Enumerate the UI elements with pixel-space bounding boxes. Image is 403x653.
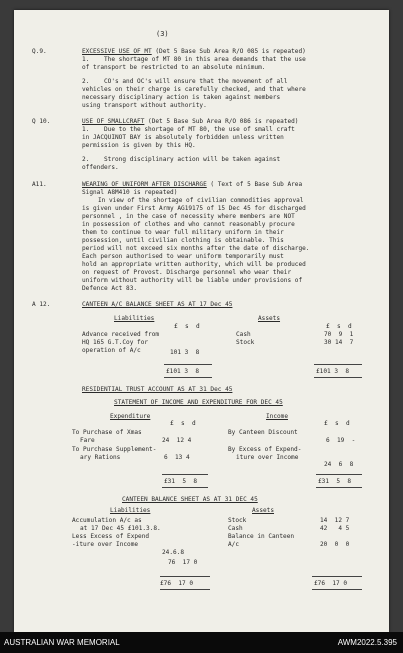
bs2-heading: CANTEEN BALANCE SHEET AS AT 31 DEC 45: [122, 496, 258, 503]
bs1-right-double-rule: [314, 377, 362, 378]
a11-line-3: personnel , in the case of necessity where members are NOT: [82, 213, 295, 220]
q9-para-2-line-2: vehicles on their charge is carefully checked, and that where: [82, 86, 306, 93]
footer-accession-number: AWM2022.5.395: [337, 638, 397, 647]
bs1-left-line-3: operation of A/c: [82, 347, 141, 354]
stmt-right-item-2-line-1: By Excess of Expend-: [228, 446, 302, 453]
bs1-right-total: £101 3 8: [316, 368, 350, 375]
bs1-right-amount-1: 70 9 1: [324, 331, 354, 338]
bs2-right-amount-1: 14 12 7: [320, 517, 350, 524]
section-number-q10: Q 10.: [32, 118, 51, 125]
bs2-right-label-3: Balance in Canteen: [228, 533, 295, 540]
bs2-right-label-1: Stock: [228, 517, 247, 524]
section-number-a12: A 12.: [32, 301, 51, 308]
stmt-left-item-1-line-1: To Purchase of Xmas: [72, 429, 142, 436]
a11-line-12: Defence Act 83.: [82, 285, 138, 292]
q9-para-2-line-1: 2. CO's and OC's will ensure that the movement of all: [82, 78, 288, 85]
bs2-liabilities-heading: Liabilities: [110, 507, 151, 514]
a11-line-1: In view of the shortage of civilian commodities approval: [98, 197, 304, 204]
stmt-lsd-right: £ s d: [324, 420, 350, 427]
q9-para-2-line-4: using transport without authority.: [82, 102, 207, 109]
stmt-left-total: £31 5 8: [164, 478, 198, 485]
q9-para-2-line-3: necessary disciplinary action is taken against members: [82, 94, 281, 101]
a11-line-11: uniform without authority will be liable under provisions of: [82, 277, 303, 284]
a11-line-7: period will not exceed six months after the date of discharge.: [82, 245, 310, 252]
bs1-right-label-2: Stock: [236, 339, 255, 346]
bs2-assets-heading: Assets: [252, 507, 275, 514]
bs2-left-line-3: Less Excess of Expend: [72, 533, 150, 540]
bs1-left-rule: [164, 364, 212, 365]
bs2-left-line-4: -iture over Income: [72, 541, 139, 548]
stmt-left-item-2-amount: 6 13 4: [164, 454, 190, 461]
stmt-right-rule: [316, 474, 362, 475]
stmt-right-total: £31 5 8: [318, 478, 352, 485]
bs2-right-amount-2: 42 4 5: [320, 525, 350, 532]
bs2-left-line-1: Accumulation A/c as: [72, 517, 142, 524]
stmt-left-rule: [162, 474, 208, 475]
document-page: [14, 10, 389, 632]
section-number-q9: Q.9.: [32, 48, 47, 55]
bs2-left-amount: 76 17 0: [168, 559, 198, 566]
stmt-left-item-1-line-2: Fare: [80, 437, 95, 444]
stmt-left-item-2-line-2: ary Rations: [80, 454, 121, 461]
a11-line-2: is given under First Army AG19175 of 15 Dec 45 for discharged: [82, 205, 306, 212]
bs2-right-label-2: Cash: [228, 525, 243, 532]
a11-ref-line-2: Signal A8M410 is repeated): [82, 189, 178, 196]
page-number: (3): [156, 30, 169, 38]
bs1-left-amount: 101 3 8: [170, 349, 200, 356]
bs1-lsd-right: £ s d: [326, 323, 352, 330]
bs2-right-total: £76 17 0: [314, 580, 348, 587]
section-heading-a11: WEARING OF UNIFORM AFTER DISCHARGE ( Text of 5 Base Sub Area: [82, 181, 303, 188]
stmt-right-item-1-amount: 6 19 -: [326, 437, 356, 444]
stmt-income-heading: Income: [266, 413, 289, 420]
bs2-right-amount-3: 20 0 0: [320, 541, 350, 548]
a11-line-10: on request of Provost. Discharge personnel who wear their: [82, 269, 292, 276]
a11-line-4: in possession of clothes and who cannot reasonably procure: [82, 221, 295, 228]
section-heading-q10: USE OF SMALLCRAFT (Det 5 Base Sub Area R/O 086 is repeated): [82, 118, 299, 125]
q10-para-1-line-1: 1. Due to the shortage of MT 80, the use of small craft: [82, 126, 295, 133]
bs1-liabilities-heading: Liabilities: [114, 315, 155, 322]
bs1-left-total: £101 3 8: [166, 368, 200, 375]
bs2-left-rule: [160, 576, 210, 577]
q10-para-2-line-1: 2. Strong disciplinary action will be taken against: [82, 156, 281, 163]
bs1-right-amount-2: 30 14 7: [324, 339, 354, 346]
bs1-left-line-2: HQ 165 G.T.Coy for: [82, 339, 149, 346]
bs1-right-rule: [314, 364, 362, 365]
q10-para-2-line-2: offenders.: [82, 164, 119, 171]
bs2-right-double-rule: [312, 589, 362, 590]
q10-para-1-line-2: in JACQUINOT BAY is absolutely forbidden unless written: [82, 134, 284, 141]
section-heading-q9: EXCESSIVE USE OF MT (Det 5 Base Sub Area R/O 085 is repeated): [82, 48, 306, 55]
a11-line-5: them to continue to wear full military uniform in their: [82, 229, 284, 236]
bs2-left-double-rule: [160, 589, 210, 590]
bs1-lsd-left: £ s d: [174, 323, 200, 330]
stmt-left-double-rule: [162, 487, 208, 488]
stmt-right-item-1-line-1: By Canteen Discount: [228, 429, 298, 436]
a11-line-8: Each person authorised to wear uniform temporarily must: [82, 253, 284, 260]
bs1-right-label-1: Cash: [236, 331, 251, 338]
bs2-right-label-4: A/c: [228, 541, 240, 548]
stmt-expenditure-heading: Expenditure: [110, 413, 151, 420]
stmt-left-item-2-line-1: To Purchase Supplement-: [72, 446, 157, 453]
stmt-lsd-left: £ s d: [170, 420, 196, 427]
bs2-left-line-2: at 17 Dec 45 £101.3.8.: [80, 525, 161, 532]
bs1-assets-heading: Assets: [258, 315, 281, 322]
q9-para-1-line-1: 1. The shortage of MT 80 in this area demands that the use: [82, 56, 306, 63]
archive-footer: [0, 632, 403, 653]
section-number-a11: A11.: [32, 181, 47, 188]
stmt-right-item-2-amount: 24 6 8: [324, 461, 354, 468]
a11-line-9: hold an appropriate written authority, which will be produced: [82, 261, 306, 268]
stmt-right-item-2-line-2: iture over Income: [236, 454, 299, 461]
footer-institution: AUSTRALIAN WAR MEMORIAL: [4, 638, 120, 647]
bs2-left-total: £76 17 0: [160, 580, 194, 587]
stmt-left-item-1-amount: 24 12 4: [162, 437, 192, 444]
bs2-left-sub: 24.6.8: [162, 549, 185, 556]
stmt-right-double-rule: [316, 487, 362, 488]
statement-heading: STATEMENT OF INCOME AND EXPENDITURE FOR DEC 45: [114, 399, 283, 406]
q9-para-1-line-2: of transport be restricted to an absolute minimum.: [82, 64, 266, 71]
bs1-left-line-1: Advance received from: [82, 331, 160, 338]
bs1-left-double-rule: [164, 377, 212, 378]
bs2-right-rule: [312, 576, 362, 577]
section-heading-a12: CANTEEN A/C BALANCE SHEET AS AT 17 Dec 45: [82, 301, 233, 308]
a11-line-6: possession, until civilian clothing is obtainable. This: [82, 237, 284, 244]
rta-heading: RESIDENTIAL TRUST ACCOUNT AS AT 31 Dec 45: [82, 386, 233, 393]
q10-para-1-line-3: permission is given by this HQ.: [82, 142, 196, 149]
